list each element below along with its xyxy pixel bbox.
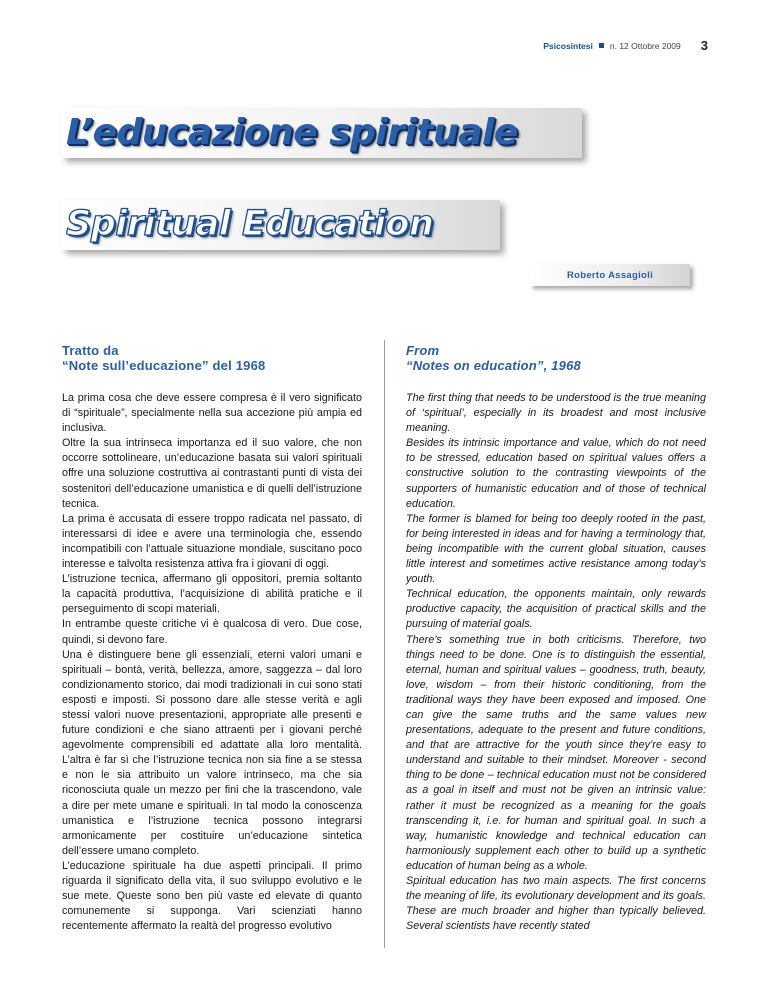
author-box xyxy=(530,264,690,286)
paragraph: Oltre la sua intrinseca importanza ed il suo valore, che non occorre sottolineare, un’educazione basata sui valori spirituali offre una soluzione costruttiva ai contrastanti punti di vista dei sostenitori dell’educazione umanistica e di quelli dell’istruzione tecnica. xyxy=(62,437,362,510)
page-header xyxy=(543,38,708,53)
italian-body xyxy=(62,391,362,934)
english-column xyxy=(406,343,706,934)
italian-column xyxy=(62,343,362,934)
author-name: Roberto Assagioli xyxy=(566,269,654,281)
issue-label: n. 12 Ottobre 2009 xyxy=(609,40,681,51)
italian-heading xyxy=(62,343,362,373)
paragraph: La prima cosa che deve essere compresa è il vero significato di “spirituale”, specialmente nella sua accezione più ampia ed inclusiva. xyxy=(62,392,362,435)
page-number: 3 xyxy=(700,38,708,53)
italian-heading-line1: Tratto da xyxy=(62,343,119,358)
column-divider xyxy=(384,340,385,948)
title-banner xyxy=(62,108,582,158)
paragraph: Spiritual education has two main aspects. The first concerns the meaning of life, its evolutionary development and its goals. These are much broader and higher than typically believed. Several scientists have recently stated xyxy=(406,875,706,933)
paragraph: L’istruzione tecnica, affermano gli oppositori, premia soltanto la capacità produttiva, l’acquisizione di abilità pratiche e il perseguimento di scopi materiali. xyxy=(62,573,362,616)
paragraph: Technical education, the opponents maintain, only rewards productive capacity, the acquisition of practical skills and the pursuing of material goals. xyxy=(406,588,706,631)
english-body xyxy=(406,391,706,934)
magazine-name: Psicosintesi xyxy=(543,40,593,51)
paragraph: There’s something true in both criticisms. Therefore, two things need to be done. One is to distinguish the essential, eternal, human and spiritual values – goodness, truth, beauty, love, wisdom – from their historic conditioning, from the traditional ways they have been exposed and imposed. One can give the same truths and the same values new presentations, adequate to the present and future conditions, and that are attractive for the youth since they’re easy to understand and suitable to their mindset. Moreover - second thing to be done – technical education must not be considered as a goal in itself and must not be given an intrinsic value: rather it must be recognized as a meaning for the goals transcending it, i.e. for human and spiritual goal. In such a way, humanistic knowledge and technical education can harmoniously supplement each other to build up a synthetic education of human being as a whole. xyxy=(406,633,706,872)
article-title: L’educazione spirituale xyxy=(66,112,518,153)
paragraph: The first thing that needs to be understood is the true meaning of ‘spiritual’, especially in its broadest and most inclusive meaning. xyxy=(406,392,706,435)
paragraph: Una è distinguere bene gli essenziali, eterni valori umani e spirituali – bontà, verità, bellezza, amore, saggezza – dal loro condizionamento storico, dai modi tradizionali in cui sono stati esposti e imposti. Si possono dare alle stesse verità e agli stessi valori nuove presentazioni, appropriate alle presenti e future condizioni e che siano attraenti per i giovani perché agevolmente comprensibili ed adattate alla loro mentalità. L’altra è far sì che l’istruzione tecnica non sia fine a se stessa e non le sia attribuito un valore intrinseco, ma che sia riconosciuta quale un mezzo per fini che la trascendono, vale a dire per mete umane e spirituali. In tal modo la conoscenza umanistica e l’istruzione tecnica possono integrarsi armonicamente per costituire un’educazione sintetica dell’essere umano completo. xyxy=(62,648,362,857)
english-heading-line2: “Notes on education”, 1968 xyxy=(406,358,581,373)
article-subtitle: Spiritual Education xyxy=(66,204,434,244)
square-bullet-icon xyxy=(599,43,604,48)
paragraph: In entrambe queste critiche vi è qualcosa di vero. Due cose, quindi, si devono fare. xyxy=(62,618,362,646)
paragraph: Besides its intrinsic importance and value, which do not need to be stressed, education based on spiritual values offers a constructive solution to the contrasting viewpoints of the supporters of humanistic education and of those of technical education. xyxy=(406,437,706,510)
paragraph: The former is blamed for being too deeply rooted in the past, for being interested in ideas and for having a terminology that, being incompatible with the current global situation, causes little interest and sometimes active resistance among today’s youth. xyxy=(406,512,706,586)
subtitle-banner xyxy=(62,200,500,250)
english-heading-line1: From xyxy=(406,343,440,358)
paragraph: L’educazione spirituale ha due aspetti principali. Il primo riguarda il significato della vita, il suo sviluppo evolutivo e le sue mete. Queste sono ben più vaste ed elevate di quanto comunemente si supponga. Vari scienziati hanno recentemente affermato la realtà del progresso evolutivo xyxy=(62,859,362,933)
english-heading xyxy=(406,343,706,373)
paragraph: La prima è accusata di essere troppo radicata nel passato, di interessarsi di idee e avere una terminologia che, essendo incompatibili con l’attuale situazione mondiale, suscitano poco interesse e talvolta resistenza attiva fra i giovani di oggi. xyxy=(62,512,362,571)
italian-heading-line2: “Note sull’educazione” del 1968 xyxy=(62,358,266,373)
